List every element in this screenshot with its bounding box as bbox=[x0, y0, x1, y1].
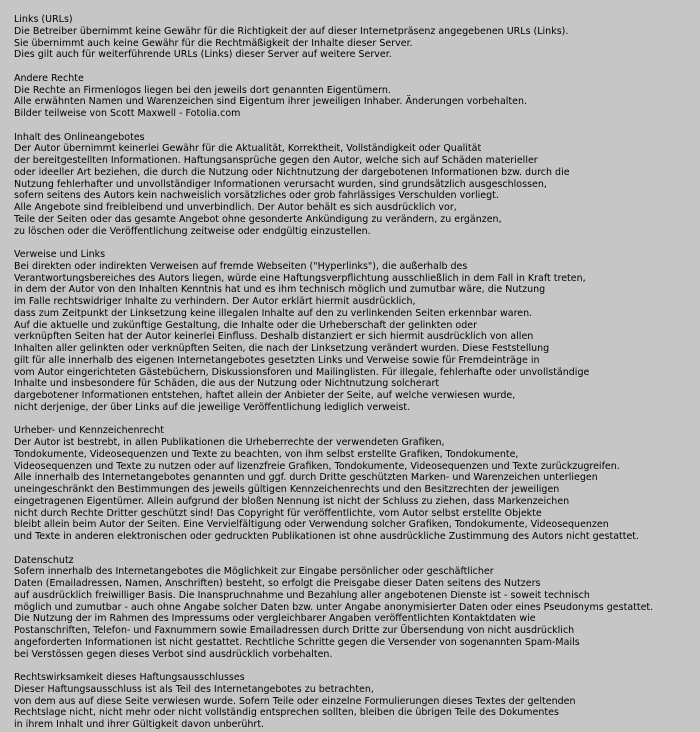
section-text-line: möglich und zumutbar - auch ohne Angabe solcher Daten bzw. unter Angabe anonymisierter Daten oder eines Pseudonyms gestattet. bbox=[14, 601, 654, 613]
section-text-line: im Falle rechtswidriger Inhalte zu verhindern. Der Autor erklärt hiermit ausdrücklich, bbox=[14, 296, 416, 307]
section-text-line: in dem der Autor von den Inhalten Kenntnis hat und es ihm technisch möglich und zumutbar wäre, die Nutzung bbox=[14, 284, 546, 296]
disclaimer-section bbox=[14, 14, 692, 61]
section-text-line: in ihrem Inhalt und ihrer Gültigkeit davon unberührt. bbox=[14, 719, 265, 730]
section-text-line: oder ideeller Art beziehen, die durch die Nutzung oder Nichtnutzung der dargebotenen Informationen bzw. durch die bbox=[14, 166, 570, 178]
section-text-line: Tondokumente, Videosequenzen und Texte zu beachten, von ihm selbst erstellte Grafiken, Tondokumente, bbox=[14, 448, 519, 460]
section-text-line: Daten (Emailadressen, Namen, Anschriften) besteht, so erfolgt die Preisgabe dieser Daten seitens des Nutzers bbox=[14, 578, 541, 589]
section-text-line: Auf die aktuelle und zukünftige Gestaltung, die Inhalte oder die Urheberschaft der gelinkten oder bbox=[14, 319, 477, 331]
disclaimer-section bbox=[14, 73, 692, 120]
section-heading: Urheber- und Kennzeichenrecht bbox=[14, 425, 165, 437]
section-text-line: Inhalte und insbesondere für Schäden, die aus der Nutzung oder Nichtnutzung solcherart bbox=[14, 378, 440, 390]
section-text-line: von dem aus auf diese Seite verwiesen wurde. Sofern Teile oder einzelne Formulierungen dieses Textes der geltenden bbox=[14, 695, 576, 707]
section-text-line: Bilder teilweise von Scott Maxwell - Fotolia.com bbox=[14, 108, 241, 119]
section-text-line: Alle erwähnten Namen und Warenzeichen sind Eigentum ihrer jeweiligen Inhaber. Änderungen vorbehalten. bbox=[14, 96, 528, 108]
section-text-line: Videosequenzen und Texte zu nutzen oder auf lizenzfreie Grafiken, Tondokumente, Videosequenzen und Texte zurückzugreifen. bbox=[14, 460, 620, 472]
section-text-line: Postanschriften, Telefon- und Faxnummern sowie Emailadressen durch Dritte zur Übersendung von nicht ausdrücklich bbox=[14, 625, 575, 636]
section-text-line: Sofern innerhalb des Internetangebotes die Möglichkeit zur Eingabe persönlicher oder geschäftlicher bbox=[14, 566, 494, 578]
section-text-line: und Texte in anderen elektronischen oder gedruckten Publikationen ist ohne ausdrückliche Zustimmung des Autors nicht gestattet. bbox=[14, 531, 640, 542]
section-text-line: Nutzung fehlerhafter und unvollständiger Informationen verursacht wurden, sind grundsätzlich ausgeschlossen, bbox=[14, 178, 547, 190]
section-text-line: dargebotener Informationen entstehen, haftet allein der Anbieter der Seite, auf welche verwiesen wurde, bbox=[14, 390, 516, 401]
section-text-line: Dies gilt auch für weiterführende URLs (Links) dieser Server auf weitere Server. bbox=[14, 49, 392, 61]
disclaimer-content bbox=[14, 14, 692, 731]
section-heading: Datenschutz bbox=[14, 554, 74, 566]
section-text-line: Verantwortungsbereiches des Autors liegen, würde eine Haftungsverpflichtung ausschließlich in dem Fall in Kraft treten, bbox=[14, 272, 586, 284]
section-text-line: Alle Angebote sind freibleibend und unverbindlich. Der Autor behält es sich ausdrücklich vor, bbox=[14, 202, 457, 213]
section-text-line: Der Autor ist bestrebt, in allen Publikationen die Urheberrechte der verwendeten Grafiken, bbox=[14, 437, 445, 448]
section-text-line: bei Verstössen gegen dieses Verbot sind ausdrücklich vorbehalten. bbox=[14, 648, 333, 660]
section-text-line: vom Autor eingerichteten Gästebüchern, Diskussionsforen und Mailinglisten. Für illegale, fehlerhafte oder unvollständige bbox=[14, 366, 590, 378]
section-text-line: auf ausdrücklich freiwilliger Basis. Die Inanspruchnahme und Bezahlung aller angebotenen Dienste ist - soweit technisch bbox=[14, 589, 590, 601]
section-text-line: uneingeschränkt den Bestimmungen des jeweils gültigen Kennzeichenrechts und den Besitzrechten der jeweiligen bbox=[14, 484, 560, 495]
section-text-line: gilt für alle innerhalb des eigenen Internetangebotes gesetzten Links und Verweise sowie für Fremdeinträge in bbox=[14, 354, 540, 366]
section-text-line: verknüpften Seiten hat der Autor keinerlei Einfluss. Deshalb distanziert er sich hiermit ausdrücklich von allen bbox=[14, 331, 534, 343]
section-heading: Rechtswirksamkeit dieses Haftungsausschlusses bbox=[14, 672, 245, 683]
section-text-line: Inhalten aller gelinkten oder verknüpften Seiten, die nach der Linksetzung verändert wurden. Diese Feststellung bbox=[14, 343, 550, 354]
section-text-line: Alle innerhalb des Internetangebotes genannten und ggf. durch Dritte geschützten Marken- und Warenzeichen unterliegen bbox=[14, 472, 598, 484]
section-text-line: der bereitgestellten Informationen. Haftungsansprüche gegen den Autor, welche sich auf Schäden materieller bbox=[14, 155, 538, 166]
section-text-line: bleibt allein beim Autor der Seiten. Eine Vervielfältigung oder Verwendung solcher Grafiken, Tondokumente, Videosequenzen bbox=[14, 519, 609, 531]
section-text-line: Sie übernimmt auch keine Gewähr für die Rechtmäßigkeit der Inhalte dieser Server. bbox=[14, 37, 413, 49]
section-text-line: Bei direkten oder indirekten Verweisen auf fremde Webseiten ("Hyperlinks"), die außerhalb des bbox=[14, 260, 468, 272]
section-heading: Verweise und Links bbox=[14, 249, 106, 260]
section-heading: Andere Rechte bbox=[14, 72, 84, 84]
disclaimer-section bbox=[14, 555, 692, 661]
section-text-line: nicht durch Rechte Dritter geschützt sind! Das Copyright für veröffentlichte, vom Autor selbst erstellte Objekte bbox=[14, 507, 542, 519]
section-text-line: dass zum Zeitpunkt der Linksetzung keine illegalen Inhalte auf den zu verlinkenden Seiten erkennbar waren. bbox=[14, 307, 533, 319]
section-heading: Inhalt des Onlineangebotes bbox=[14, 131, 145, 143]
disclaimer-section bbox=[14, 249, 692, 414]
section-text-line: Teile der Seiten oder das gesamte Angebot ohne gesonderte Ankündigung zu verändern, zu ergänzen, bbox=[14, 213, 502, 225]
section-text-line: Die Nutzung der im Rahmen des Impressums oder vergleichbarer Angaben veröffentlichten Kontaktdaten wie bbox=[14, 613, 536, 625]
section-text-line: Rechtslage nicht, nicht mehr oder nicht vollständig entsprechen sollten, bleiben die übrigen Teile des Dokumentes bbox=[14, 707, 559, 719]
section-text-line: Dieser Haftungsausschluss ist als Teil des Internetangebotes zu betrachten, bbox=[14, 683, 374, 695]
disclaimer-section bbox=[14, 425, 692, 543]
section-text-line: Die Betreiber übernimmt keine Gewähr für die Richtigkeit der auf dieser Internetpräsenz angegebenen URLs (Links). bbox=[14, 25, 569, 37]
section-heading: Links (URLs) bbox=[14, 14, 73, 25]
section-text-line: angeforderten Informationen ist nicht gestattet. Rechtliche Schritte gegen die Versender von sogenannten Spam-Mails bbox=[14, 636, 580, 648]
section-text-line: zu löschen oder die Veröffentlichung zeitweise oder endgültig einzustellen. bbox=[14, 225, 371, 237]
section-text-line: sofern seitens des Autors kein nachweislich vorsätzliches oder grob fahrlässiges Verschulden vorliegt. bbox=[14, 190, 499, 202]
disclaimer-section bbox=[14, 672, 692, 731]
section-text-line: Der Autor übernimmt keinerlei Gewähr für die Aktualität, Korrektheit, Vollständigkeit oder Qualität bbox=[14, 143, 482, 155]
disclaimer-section bbox=[14, 132, 692, 238]
section-text-line: Die Rechte an Firmenlogos liegen bei den jeweils dort genannten Eigentümern. bbox=[14, 84, 391, 96]
section-text-line: eingetragenen Eigentümer. Allein aufgrund der bloßen Nennung ist nicht der Schluss zu ziehen, dass Markenzeichen bbox=[14, 495, 570, 507]
section-text-line: nicht derjenige, der über Links auf die jeweilige Veröffentlichung lediglich verweist. bbox=[14, 401, 411, 413]
